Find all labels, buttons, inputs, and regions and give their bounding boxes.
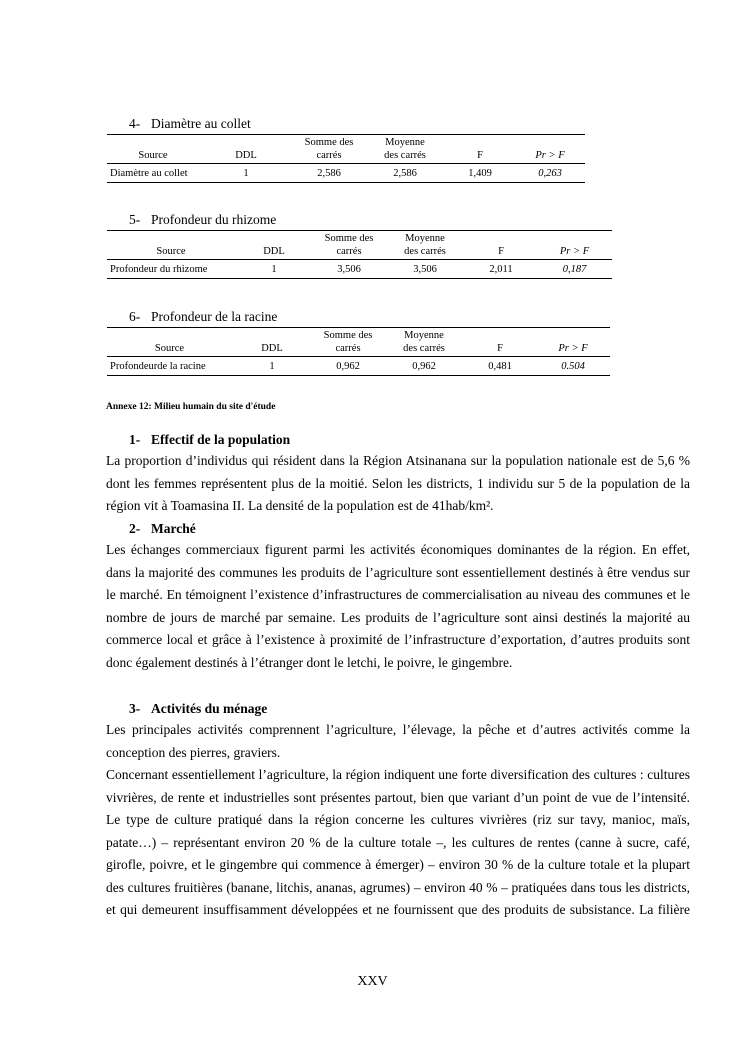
cell-source: Profondeur du rhizome [107,260,235,279]
header-ddl: DDL [232,342,312,357]
header-somme-2: carrés [313,245,385,260]
section-heading-marche [129,520,196,537]
cell-moyenne: 0,962 [384,357,464,376]
table-4-number: 4- [129,116,141,131]
header-source: Source [107,342,232,357]
header-moyenne: Moyenne [365,135,445,150]
section-number: 3- [129,701,141,716]
header-moyenne: Moyenne [385,231,465,246]
cell-f: 1,409 [445,164,515,183]
header-f: F [445,149,515,164]
cell-f: 2,011 [465,260,537,279]
table-row [107,357,610,376]
header-moyenne-2: des carrés [385,245,465,260]
cell-f: 0,481 [464,357,536,376]
paragraph-marche: Les échanges commerciaux figurent parmi les activités économiques dominantes de la région. En effet, dans la majorité des communes les produits de l’agriculture sont essentiellement destinés à être vendus sur le marché. En témoignent l’existence d’infrastructures de commercialisation au niveau des communes et le nombre de jours de marché par semaine. Les produits de l’agriculture sont ainsi destinés la majorité au commerce local et grâce à l’existence à proximité de l’infrastructure d’exportation, d’autres produits sont donc également destinés à l’étranger dont le letchi, le poivre, le gingembre. [106,542,690,670]
section-number: 2- [129,521,141,536]
section-title: Effectif de la population [151,432,291,447]
header-ddl: DDL [199,149,293,164]
cell-moyenne: 2,586 [365,164,445,183]
cell-somme: 3,506 [313,260,385,279]
table-6-title [129,309,277,325]
table-5-title [129,212,276,228]
cell-somme: 2,586 [293,164,365,183]
paragraph-menage-1: Les principales activités comprennent l’agriculture, l’élevage, la pêche et d’autres activités comme la conception des pierres, graviers. [106,722,690,760]
cell-pr: 0,187 [537,260,612,279]
cell-ddl: 1 [235,260,313,279]
header-somme: Somme des [293,135,365,150]
header-ddl: DDL [235,245,313,260]
table-row [107,260,612,279]
cell-pr: 0.504 [536,357,610,376]
table-6-number: 6- [129,309,141,324]
cell-source: Diamètre au collet [107,164,199,183]
cell-moyenne: 3,506 [385,260,465,279]
paragraph-population: La proportion d’individus qui résident dans la Région Atsinanana sur la population nationale est de 5,6 % dont les femmes représentent plus de la moitié. Selon les districts, 1 individu sur 5 de la population de la région vit à Toamasina II. La densité de la population est de 41hab/km². [106,453,690,513]
page-number: XXV [357,974,388,989]
section-heading-population [129,431,290,448]
table-5-title-text: Profondeur du rhizome [151,212,277,227]
section-number: 1- [129,432,141,447]
cell-source: Profondeurde la racine [107,357,232,376]
section-heading-menage [129,700,267,717]
header-somme: Somme des [312,328,384,343]
header-moyenne-2: des carrés [384,342,464,357]
header-somme: Somme des [313,231,385,246]
section-title: Marché [151,521,196,536]
header-pr: Pr > F [536,342,610,357]
header-f: F [464,342,536,357]
header-f: F [465,245,537,260]
cell-somme: 0,962 [312,357,384,376]
annexe-title: Annexe 12: Milieu humain du site d'étude [106,402,276,412]
header-source: Source [107,245,235,260]
table-5-number: 5- [129,212,141,227]
paragraph-menage-2: Concernant essentiellement l’agriculture, la région indiquent une forte diversification des cultures : cultures vivrières, de rente et industrielles sont présentes partout, bien que variant d’un point de vue de l’intensité. Le type de culture pratiqué dans la région concerne les cultures vivrières (riz sur tavy, manioc, maïs, patate…) – représentant environ 20 % de la culture totale –, les cultures de rentes (canne à sucre, café, girofle, poivre, et le gingembre qui commence à émerger) – environ 30 % de la culture totale et la plupart des cultures fruitières (banane, litchis, ananas, agrumes) – environ 40 % – pratiquées dans tous les districts, et qui demeurent insuffisamment développées et ne fournissent que des produits de subsistance. La filière [106,767,690,917]
anova-table-diametre-collet [107,134,585,183]
cell-pr: 0,263 [515,164,585,183]
header-pr: Pr > F [515,149,585,164]
table-row [107,164,585,183]
header-source: Source [107,149,199,164]
anova-table-profondeur-racine [107,327,610,376]
table-6-title-text: Profondeur de la racine [151,309,278,324]
cell-ddl: 1 [232,357,312,376]
header-somme-2: carrés [312,342,384,357]
table-4-title-text: Diamètre au collet [151,116,251,131]
cell-ddl: 1 [199,164,293,183]
table-4-title [129,116,251,132]
header-pr: Pr > F [537,245,612,260]
section-title: Activités du ménage [151,701,268,716]
header-moyenne-2: des carrés [365,149,445,164]
header-somme-2: carrés [293,149,365,164]
anova-table-profondeur-rhizome [107,230,612,279]
header-moyenne: Moyenne [384,328,464,343]
